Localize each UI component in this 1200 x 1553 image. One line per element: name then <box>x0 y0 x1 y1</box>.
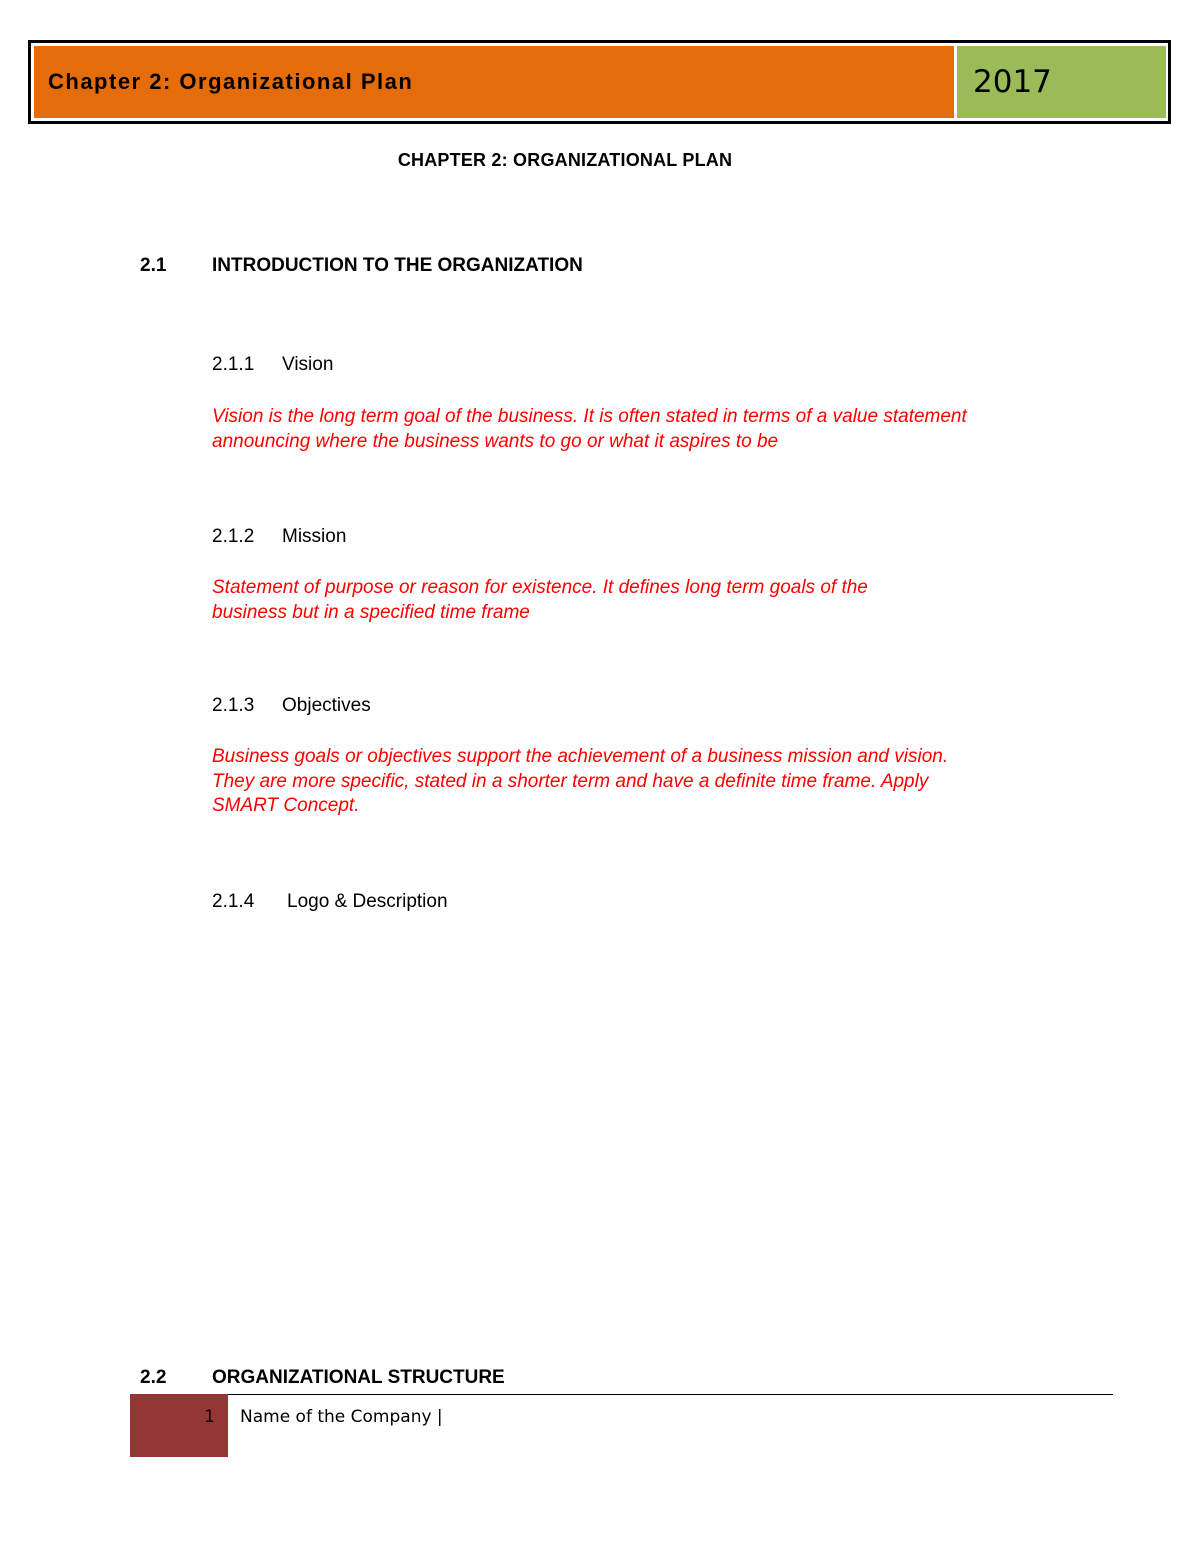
page-title: CHAPTER 2: ORGANIZATIONAL PLAN <box>397 150 733 170</box>
subsection-number-logo: 2.1.4 <box>212 891 255 912</box>
section-heading: ORGANIZATIONAL STRUCTURE <box>212 1367 505 1388</box>
header-year: 2017 <box>973 64 1052 100</box>
footer-company-name: Name of the Company | <box>240 1407 443 1427</box>
vision-instruction-line: Vision is the long term goal of the business. It is often stated in terms of a value statement <box>212 406 967 427</box>
vision-instruction <box>212 405 967 454</box>
objectives-instruction-line: SMART Concept. <box>212 795 360 816</box>
subsection-title-mission: Mission <box>282 526 347 547</box>
subsection-number-mission: 2.1.2 <box>212 526 255 547</box>
objectives-instruction-line: Business goals or objectives support the achievement of a business mission and vision. <box>212 746 949 767</box>
mission-instruction <box>212 576 868 625</box>
header-title-cell <box>34 46 954 118</box>
vision-instruction-line: announcing where the business wants to go or what it aspires to be <box>212 430 779 452</box>
objectives-instruction <box>212 745 948 819</box>
mission-instruction-line: business but in a specified time frame <box>212 601 530 623</box>
header-year-cell <box>957 46 1166 118</box>
subsection-title-vision: Vision <box>282 354 334 375</box>
objectives-instruction-line: They are more specific, stated in a shorter term and have a definite time frame. Apply <box>212 770 929 792</box>
page-number: 1 <box>204 1407 215 1427</box>
section-number: 2.2 <box>140 1367 167 1388</box>
subsection-title-logo: Logo & Description <box>287 891 448 912</box>
section-heading: INTRODUCTION TO THE ORGANIZATION <box>212 255 583 276</box>
footer-divider <box>228 1394 1113 1395</box>
subsection-number-objectives: 2.1.3 <box>212 695 255 716</box>
section-number: 2.1 <box>140 255 167 276</box>
mission-instruction-line: Statement of purpose or reason for existence. It defines long term goals of the <box>212 577 868 598</box>
subsection-number-vision: 2.1.1 <box>212 354 255 375</box>
header-title: Chapter 2: Organizational Plan <box>48 69 414 94</box>
subsection-title-objectives: Objectives <box>282 695 371 716</box>
